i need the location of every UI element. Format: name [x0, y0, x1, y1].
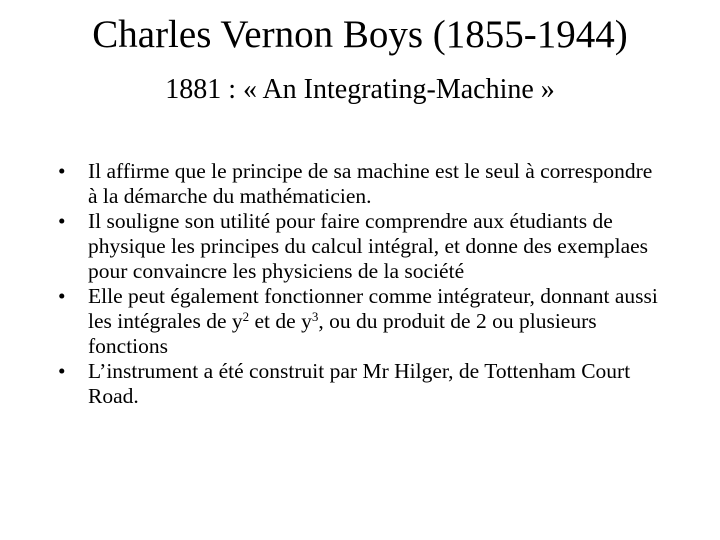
- bullet-list: [54, 159, 664, 409]
- bullet-dot-icon: •: [58, 284, 66, 308]
- slide-title: Charles Vernon Boys (1855-1944): [92, 13, 628, 56]
- bullet-dot-icon: •: [58, 359, 66, 383]
- bullet-item-3: [54, 284, 664, 359]
- superscript-2: 2: [242, 309, 250, 324]
- bullet-text-3-part2: et de y: [249, 309, 312, 333]
- superscript-3: 3: [311, 309, 319, 324]
- bullet-dot-icon: •: [58, 159, 66, 183]
- bullet-dot-icon: •: [58, 209, 66, 233]
- bullet-text-1: Il affirme que le principe de sa machine est le seul à correspondre à la démarche du mathématicien.: [88, 159, 653, 208]
- slide-subtitle: 1881 : « An Integrating-Machine »: [165, 74, 555, 105]
- bullet-text-3-part1: Elle peut également fonctionner comme intégrateur, donnant aussi les intégrales de y: [88, 284, 658, 333]
- bullet-text-3-part3: , ou du produit de 2 ou plusieurs fonctions: [88, 309, 597, 358]
- bullet-item-4: [54, 359, 664, 409]
- bullet-item-1: [54, 159, 664, 209]
- bullet-text-2: Il souligne son utilité pour faire comprendre aux étudiants de physique les principes du calcul intégral, et donne des exemplaes pour convaincre les physiciens de la société: [88, 209, 649, 283]
- bullet-text-4: L’instrument a été construit par Mr Hilger, de Tottenham Court Road.: [88, 359, 631, 408]
- bullet-item-2: [54, 209, 664, 284]
